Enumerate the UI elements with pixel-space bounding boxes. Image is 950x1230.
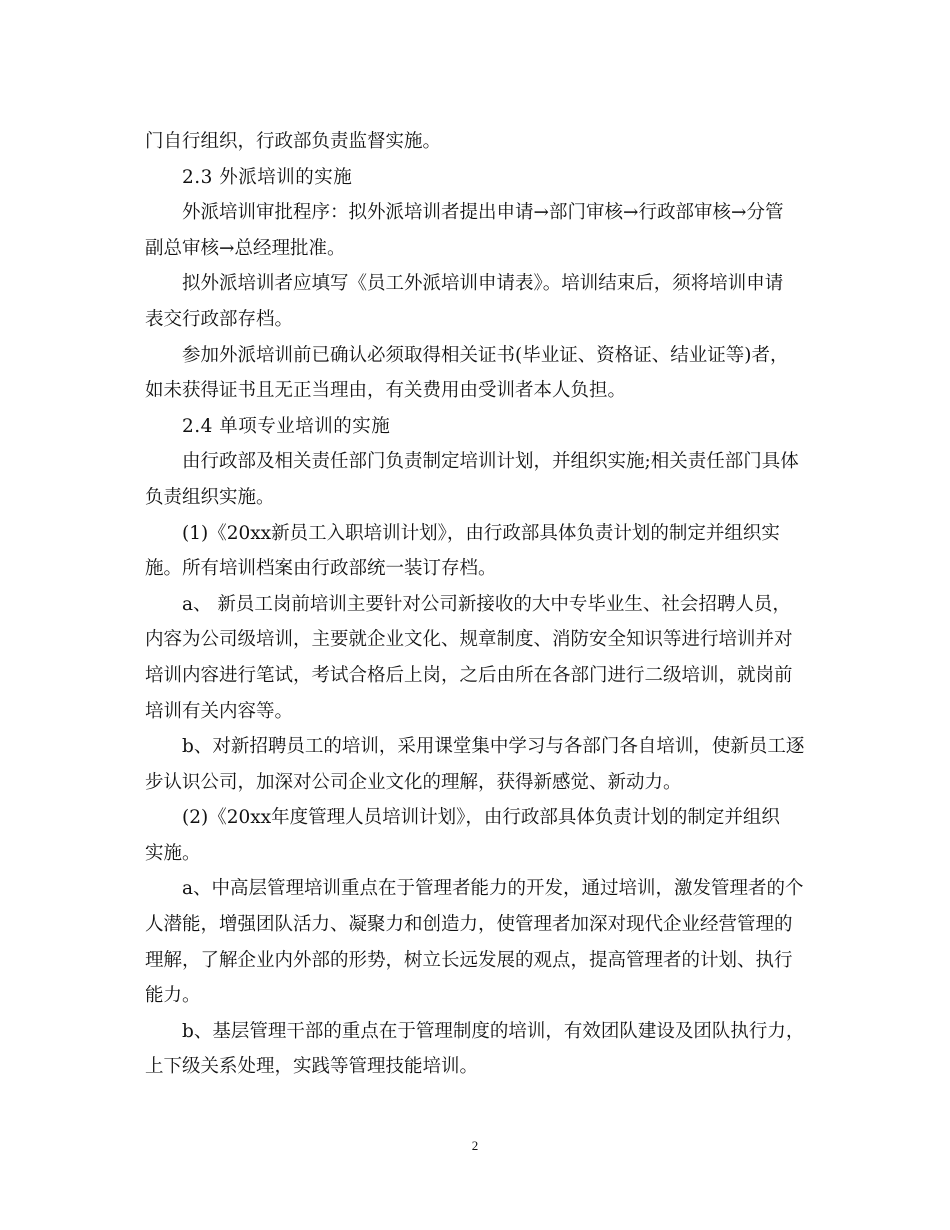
text-line: 内容为公司级培训，主要就企业文化、规章制度、消防安全知识等进行培训并对 xyxy=(145,629,793,651)
text-line: 负责组织实施。 xyxy=(145,486,275,508)
text-line: 培训内容进行笔试，考试合格后上岗，之后由所在各部门进行二级培训，就岗前 xyxy=(145,664,793,686)
page-number: 2 xyxy=(471,1138,479,1153)
text-line: 参加外派培训前已确认必须取得相关证书(毕业证、资格证、结业证等)者， xyxy=(182,344,789,366)
text-line: 步认识公司，加深对公司企业文化的理解，获得新感觉、新动力。 xyxy=(145,771,682,793)
text-line: (1)《20xx新员工入职培训计划》，由行政部具体负责计划的制定并组织实 xyxy=(182,522,780,544)
text-line: 门自行组织，行政部负责监督实施。 xyxy=(145,131,442,152)
text-line: b、基层管理干部的重点在于管理制度的培训，有效团队建设及团队执行力， xyxy=(182,1020,805,1042)
text-line: 由行政部及相关责任部门负责制定培训计划，并组织实施;相关责任部门具体 xyxy=(182,451,799,473)
document-body xyxy=(145,124,809,1085)
text-line: b、对新招聘员工的培训，采用课堂集中学习与各部门各自培训，使新员工逐 xyxy=(182,736,805,758)
text-line: 上下级关系处理，实践等管理技能培训。 xyxy=(145,1056,479,1078)
text-line: (2)《20xx年度管理人员培训计划》，由行政部具体负责计划的制定并组织 xyxy=(182,807,780,829)
text-line: 培训有关内容等。 xyxy=(145,700,294,722)
text-line: 表交行政部存档。 xyxy=(145,308,294,330)
section-heading-2-3: 2.3 外派培训的实施 xyxy=(182,166,353,188)
text-line: 副总审核→总经理批准。 xyxy=(145,237,346,259)
text-line: a、中高层管理培训重点在于管理者能力的开发，通过培训，激发管理者的个 xyxy=(182,878,804,900)
text-line: 拟外派培训者应填写《员工外派培训申请表》。培训结束后，须将培训申请 xyxy=(182,273,784,295)
section-heading-2-4: 2.4 单项专业培训的实施 xyxy=(182,415,391,437)
text-line: 施。所有培训档案由行政部统一装订存档。 xyxy=(145,558,497,580)
text-line: 实施。 xyxy=(145,842,201,864)
text-line: 能力。 xyxy=(145,985,201,1007)
text-line: 人潜能，增强团队活力、凝聚力和创造力，使管理者加深对现代企业经营管理的 xyxy=(145,914,793,936)
text-line: 外派培训审批程序：拟外派培训者提出申请→部门审核→行政部审核→分管 xyxy=(182,202,784,224)
text-line: 如未获得证书且无正当理由，有关费用由受训者本人负担。 xyxy=(145,380,627,402)
text-line: a、 新员工岗前培训主要针对公司新接收的大中专毕业生、社会招聘人员， xyxy=(182,593,791,615)
text-line: 理解，了解企业内外部的形势，树立长远发展的观点，提高管理者的计划、执行 xyxy=(145,949,793,971)
